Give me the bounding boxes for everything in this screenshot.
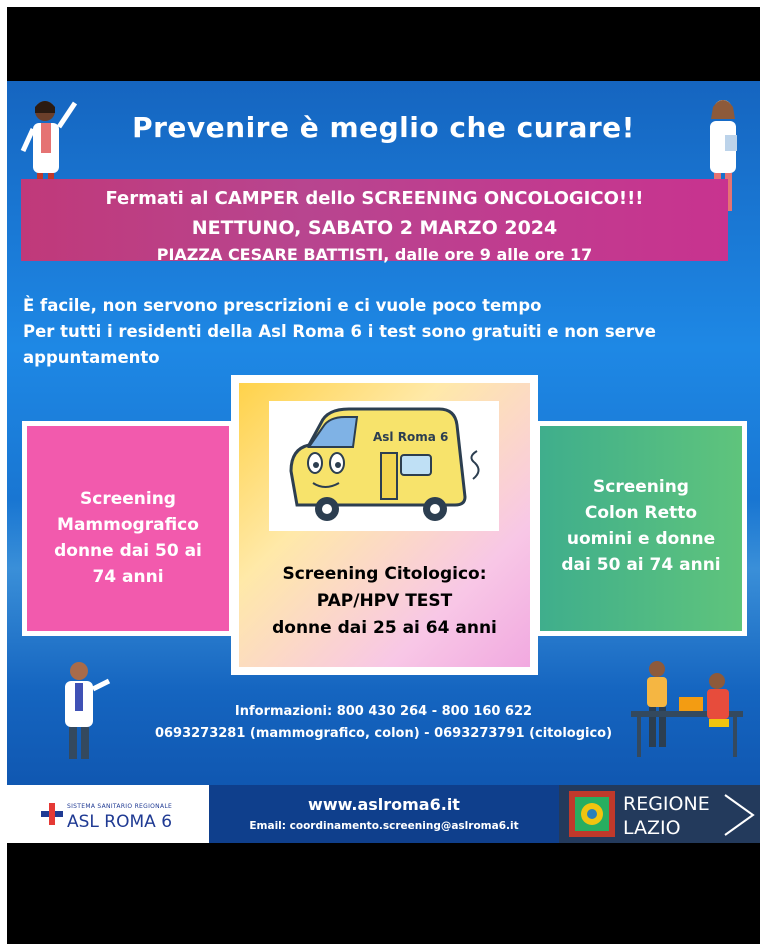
info-numbers: 0693273281 (mammografico, colon) - 0693273791 (citologico) xyxy=(154,726,613,741)
info-phones: Informazioni: 800 430 264 - 800 160 622 xyxy=(234,704,533,719)
colon-line-1: Screening xyxy=(593,477,689,497)
website-link[interactable]: www.aslroma6.it xyxy=(308,795,460,814)
asl-name: ASL ROMA 6 xyxy=(67,812,173,832)
chevron-right-icon xyxy=(723,793,757,837)
colon-box xyxy=(535,421,747,636)
poster xyxy=(7,81,760,843)
footer-contacts xyxy=(209,785,559,843)
lazio-label: LAZIO xyxy=(623,817,681,839)
mammo-line-3: donne dai 50 ai xyxy=(54,541,202,561)
camper-label: Asl Roma 6 xyxy=(373,430,449,444)
intro-line-2: Per tutti i residenti della Asl Roma 6 i test sono gratuiti e non serve appuntamento xyxy=(23,322,656,367)
band-line-2: NETTUNO, SABATO 2 MARZO 2024 xyxy=(191,217,558,239)
colon-line-3: uomini e donne xyxy=(566,529,716,549)
black-bar-top xyxy=(7,7,760,81)
cytology-box xyxy=(231,375,538,675)
black-bar-bottom xyxy=(7,843,760,944)
cytology-line-3: donne dai 25 ai 64 anni xyxy=(272,618,497,638)
mammo-line-4: 74 anni xyxy=(92,567,164,587)
band-line-3: PIAZZA CESARE BATTISTI, dalle ore 9 alle ore 17 xyxy=(156,245,593,264)
event-band xyxy=(21,179,728,264)
colon-line-4: dai 50 ai 74 anni xyxy=(561,555,721,575)
mammo-line-2: Mammografico xyxy=(57,515,199,535)
band-line-1: Fermati al CAMPER dello SCREENING ONCOLOGICO!!! xyxy=(105,188,644,209)
colon-line-2: Colon Retto xyxy=(584,503,698,523)
cytology-line-2: PAP/HPV TEST xyxy=(316,591,453,611)
mammography-box xyxy=(22,421,234,636)
regione-lazio-logo xyxy=(559,785,760,843)
info-block xyxy=(7,701,760,745)
regione-label: REGIONE xyxy=(623,793,710,815)
intro-line-1: È facile, non servono prescrizioni e ci vuole poco tempo xyxy=(23,296,542,315)
asl-cross-icon xyxy=(41,803,63,825)
email-link[interactable]: Email: coordinamento.screening@aslroma6.it xyxy=(249,820,519,832)
camper-icon xyxy=(269,401,499,531)
footer xyxy=(7,785,760,843)
camper-card xyxy=(269,401,499,531)
intro-text xyxy=(23,293,743,371)
asl-subtitle: SISTEMA SANITARIO REGIONALE xyxy=(67,803,173,810)
cytology-line-1: Screening Citologico: xyxy=(282,564,487,584)
page-title: Prevenire è meglio che curare! xyxy=(132,111,635,144)
mammo-line-1: Screening xyxy=(80,489,176,509)
lazio-emblem-icon xyxy=(569,791,615,837)
asl-logo xyxy=(7,785,209,843)
